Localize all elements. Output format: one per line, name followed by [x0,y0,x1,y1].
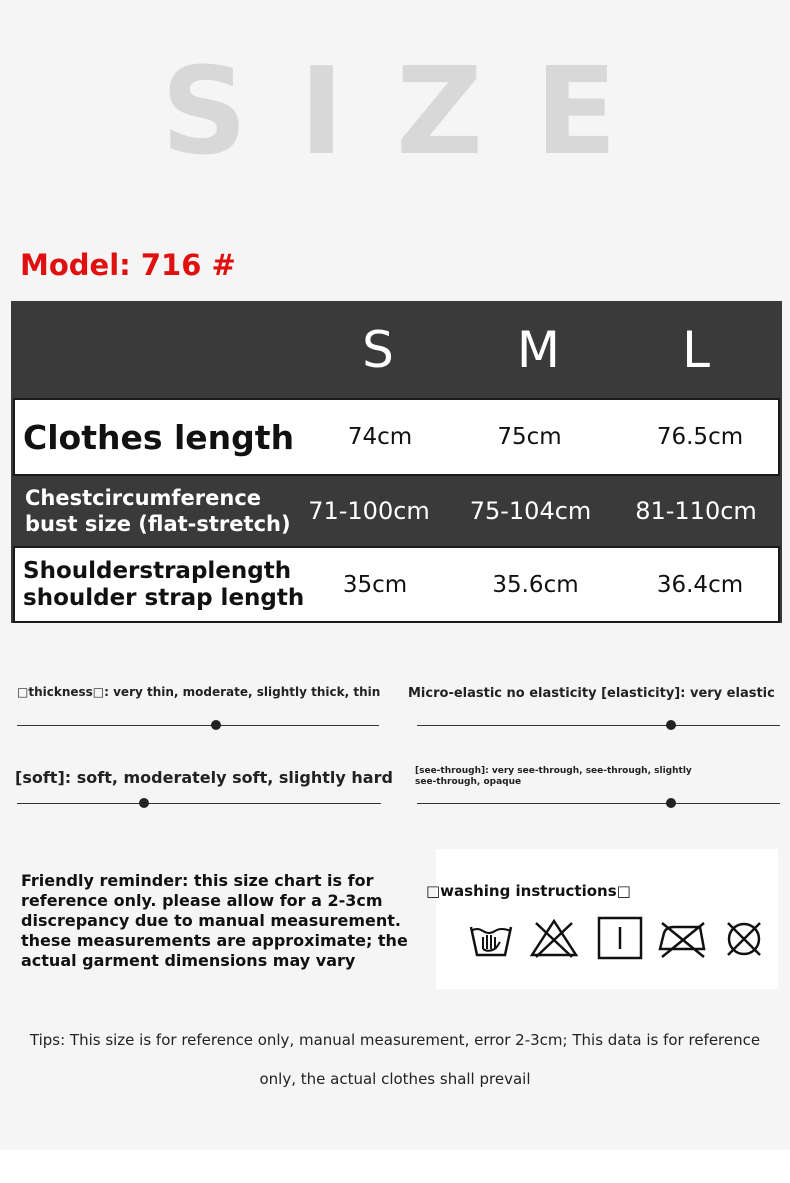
size-hero-title: SIZE [160,43,670,182]
value-s: 71-100cm [308,497,430,525]
row-label-line1: Chestcircumference [25,486,262,510]
row-label-line2: bust size (flat-stretch) [25,512,291,536]
table-row-chest [11,476,782,546]
value-l: 81-110cm [635,497,757,525]
row-label-line2: shoulder strap length [23,584,305,611]
value-m: 75cm [497,424,562,450]
elasticity-track [417,725,780,726]
tips-line-2: only, the actual clothes shall prevail [259,1070,531,1088]
table-row-clothes-length [13,398,780,476]
tips-line-1: Tips: This size is for reference only, manual measurement, error 2-3cm; This data is for reference [29,1031,761,1049]
value-m: 75-104cm [469,497,592,525]
size-column-l: L [682,320,710,379]
thickness-label: □thickness□: very thin, moderate, slightly thick, thin [17,685,381,699]
value-s: 35cm [342,571,408,598]
value-l: 36.4cm [656,571,744,598]
elasticity-label: Micro-elastic no elasticity [elasticity]: very elastic [408,686,775,701]
size-column-s: S [362,320,394,379]
size-table-header [11,301,782,398]
value-l: 76.5cm [656,424,744,450]
washing-icons [468,915,768,965]
do-not-bleach-icon [528,915,580,961]
value-m: 35.6cm [492,571,579,598]
do-not-dry-clean-icon [722,915,766,961]
soft-label: [soft]: soft, moderately soft, slightly hard [15,768,393,787]
size-column-m: M [516,320,561,379]
model-number: Model: 716 # [20,248,236,282]
see-through-label: [see-through]: very see-through, see-through, slightly see-through, opaque [415,766,692,787]
value-s: 74cm [347,424,413,450]
see-through-track [417,803,780,804]
thickness-track [17,725,379,726]
size-table [11,301,782,623]
table-row-shoulder-strap [13,546,780,623]
friendly-reminder: Friendly reminder: this size chart is for reference only. please allow for a 2-3cm discrepancy due to manual measurement. these measurements are approximate; the actual garment dimensions may vary [21,871,408,970]
row-label-line1: Shoulderstraplength [23,557,292,584]
tumble-dry-icon [596,915,644,961]
soft-track [17,803,381,804]
row-label: Clothes length [23,417,295,457]
washing-title: □washing instructions□ [426,882,631,900]
hand-wash-icon [468,915,514,961]
do-not-iron-icon [656,915,708,961]
